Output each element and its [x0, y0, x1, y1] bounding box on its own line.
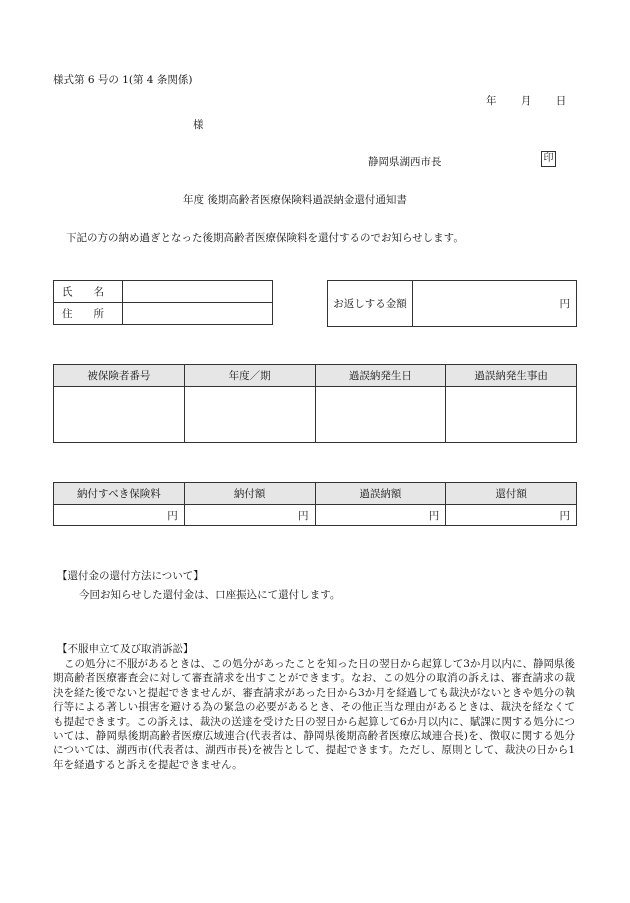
- cell-premium-due-unit: 円: [54, 505, 185, 526]
- appeal-text: この処分に不服があるときは、この処分があったことを知った日の翌日から起算して3か月以内に、静岡県後期高齢者医療審査会に対して審査請求を出すことができます。なお、この処分の取消の訴えは、審査請求の裁決を経た後でないと提起できませんが、審査請求があった日から3か月を経過しても裁決がないときや処分の執行等による著しい損害を避ける為の緊急の必要があるとき、その他正当な理由があるときは、裁決を経なくても提起できます。この訴えは、裁決の送達を受けた日の翌日から起算して6か月以内に、賦課に関する処分については、静岡県後期高齢者医療広域連合(代表者は、静岡県後期高齢者医療広域連合長)を、徴収に関する処分については、湖西市(代表者は、湖西市長)を被告として、提起できます。ただし、原則として、裁決の日から1年を経過すると訴えを提起できません。: [53, 658, 575, 771]
- insured-details-table: [53, 364, 577, 443]
- header-premium-due: 納付すべき保険料: [54, 483, 185, 505]
- amounts-table: [53, 482, 577, 526]
- cell-overpaid-amount-unit: 円: [315, 505, 446, 526]
- document-title: 年度 後期高齢者医療保険料過誤納金還付通知書: [183, 194, 407, 206]
- address-label: 住 所: [54, 303, 123, 325]
- intro-text: 下記の方の納め過ぎとなった後期高齢者医療保険料を還付するのでお知らせします。: [66, 232, 464, 244]
- refund-method-heading: 【還付金の還付方法について】: [57, 570, 204, 582]
- header-overpaid-amount: 過誤納額: [315, 483, 446, 505]
- appeal-heading: 【不服申立て及び取消訴訟】: [57, 643, 194, 655]
- refund-amount-label: お返しする金額: [328, 281, 413, 327]
- refund-amount-table: [327, 280, 577, 327]
- issuer-name: 静岡県湖西市長: [368, 156, 442, 168]
- refund-method-text: 今回お知らせした還付金は、口座振込にて還付します。: [79, 589, 341, 601]
- table-header-row: [54, 365, 577, 387]
- header-insured-number: 被保険者番号: [54, 365, 185, 387]
- date-line: [486, 93, 566, 108]
- date-year: 年: [486, 95, 497, 107]
- cell-insured-number: [54, 387, 185, 443]
- header-overpayment-date: 過誤納発生日: [315, 365, 446, 387]
- header-year-period: 年度／期: [184, 365, 315, 387]
- date-month: 月: [520, 95, 532, 107]
- cell-refund-amount-unit: 円: [446, 505, 577, 526]
- table-row: [54, 387, 577, 443]
- header-amount-paid: 納付額: [184, 483, 315, 505]
- cell-amount-paid-unit: 円: [184, 505, 315, 526]
- cell-overpayment-reason: [446, 387, 577, 443]
- name-row: [54, 281, 273, 303]
- header-refund-amount: 還付額: [446, 483, 577, 505]
- name-value: [123, 281, 273, 303]
- form-number: 様式第 6 号の 1(第 4 条関係): [53, 74, 193, 86]
- refund-amount-unit: 円: [413, 281, 577, 327]
- address-value: [123, 303, 273, 325]
- person-info-table: [53, 280, 273, 325]
- cell-overpayment-date: [315, 387, 446, 443]
- date-day: 日: [555, 95, 567, 107]
- address-row: [54, 303, 273, 325]
- seal-box: 印: [541, 151, 556, 167]
- addressee-suffix: 様: [193, 119, 204, 131]
- table-header-row: [54, 483, 577, 505]
- table-row: [54, 505, 577, 526]
- seal-mark: [541, 151, 556, 167]
- name-label: 氏 名: [54, 281, 123, 303]
- header-overpayment-reason: 過誤納発生事由: [446, 365, 577, 387]
- cell-year-period: [184, 387, 315, 443]
